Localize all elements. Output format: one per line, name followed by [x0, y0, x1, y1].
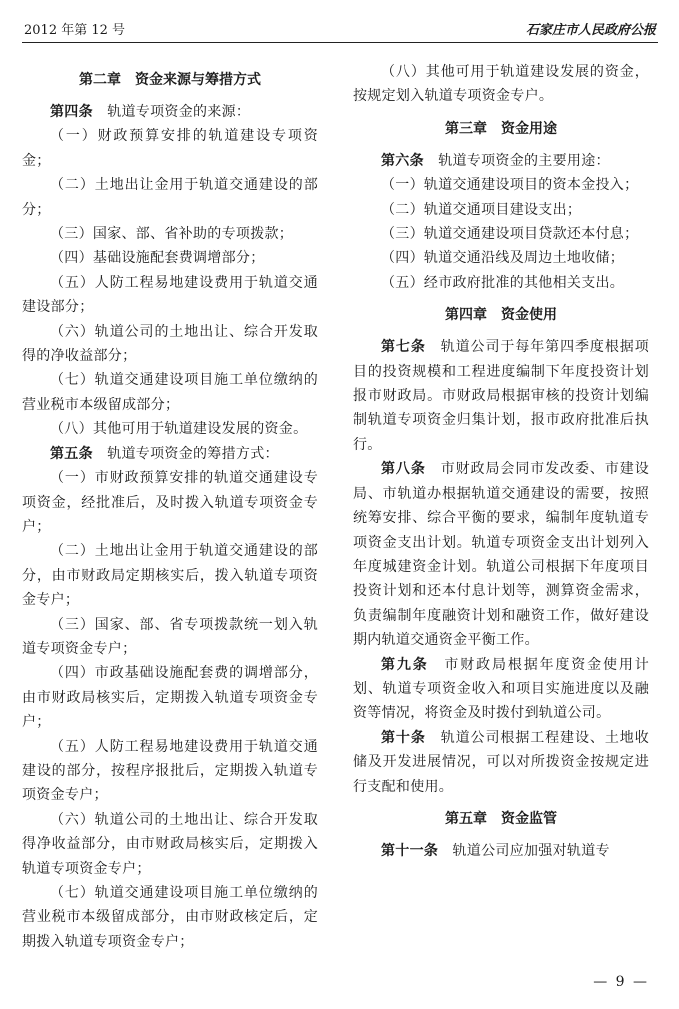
paragraph-text: 市财政局根据年度资金使用计划、轨道专项资金收入和项目实施进度以及融资等情况，将资金及时拨付到轨道公司。 [353, 656, 650, 722]
paragraph-text: （五）人防工程易地建设费用于轨道交通建设的部分，按程序报批后，定期拨入轨道专项资金专户； [22, 738, 318, 804]
right-column [353, 60, 649, 863]
article-label: 第十条 [381, 729, 426, 746]
article-label: 第十一条 [381, 842, 439, 859]
publication-title: 石家庄市人民政府公报 [525, 23, 656, 38]
clause-paragraph [22, 271, 318, 320]
chapter-heading: 第三章 资金用途 [445, 120, 557, 137]
paragraph-text: （二）土地出让金用于轨道交通建设的部分； [22, 177, 318, 218]
article-label: 第六条 [381, 152, 424, 169]
page-header [22, 20, 658, 43]
clause-paragraph [22, 417, 318, 441]
clause-paragraph [22, 320, 318, 369]
clause-paragraph [22, 539, 318, 612]
clause-paragraph [353, 271, 649, 295]
paragraph-text: （一）市财政预算安排的轨道交通建设专项资金，经批准后，及时拨入轨道专项资金专户； [22, 470, 318, 535]
article-label: 第九条 [381, 656, 429, 673]
paragraph-text: （二）轨道交通项目建设支出； [381, 201, 582, 218]
article-paragraph [353, 653, 649, 726]
paragraph-text: （八）其他可用于轨道建设发展的资金。 [50, 421, 308, 438]
page-number: — 9 — [593, 974, 649, 990]
paragraph-text: 轨道专项资金的来源： [92, 104, 251, 120]
chapter-heading: 第四章 资金使用 [445, 307, 557, 324]
clause-paragraph [353, 173, 649, 197]
paragraph-text: 轨道专项资金的筹措方式： [92, 445, 279, 462]
left-column [22, 60, 318, 954]
paragraph-text: 轨道专项资金的主要用途： [423, 152, 610, 169]
clause-paragraph [22, 613, 318, 662]
paragraph-text: （五）人防工程易地建设费用于轨道交通建设部分； [22, 274, 318, 316]
clause-paragraph [22, 661, 318, 734]
paragraph-text: 轨道公司根据工程建设、土地收储及开发进展情况，可以对所拨资金按规定进行支配和使用。 [353, 729, 650, 795]
clause-paragraph [353, 246, 649, 270]
chapter-heading: 第五章 资金监管 [445, 810, 557, 827]
paragraph-text: （六）轨道公司的土地出让、综合开发取得的净收益部分； [22, 323, 318, 365]
article-label: 第四条 [50, 104, 93, 120]
paragraph-text: （四）轨道交通沿线及周边土地收储； [381, 250, 625, 267]
clause-paragraph [22, 808, 318, 881]
paragraph-text: （四）基础设施配套费调增部分； [50, 250, 265, 267]
paragraph-text: （七）轨道交通建设项目施工单位缴纳的营业税市本级留成部分，由市财政核定后，定期拨入轨道专项资金专户； [22, 885, 318, 950]
paragraph-text: （七）轨道交通建设项目施工单位缴纳的营业税市本级留成部分； [22, 372, 318, 413]
article-paragraph [353, 839, 649, 863]
paragraph-text: （八）其他可用于轨道建设发展的资金，按规定划入轨道专项资金专户。 [353, 64, 649, 105]
issue-number: 2012 年第 12 号 [24, 23, 126, 38]
paragraph-text: （三）国家、部、省补助的专项拨款； [50, 226, 294, 243]
article-label: 第五条 [50, 445, 93, 462]
clause-paragraph [22, 222, 318, 246]
clause-paragraph [353, 60, 649, 109]
clause-paragraph [22, 246, 318, 270]
article-paragraph [353, 726, 649, 799]
clause-paragraph [353, 222, 649, 246]
paragraph-text: 轨道公司于每年第四季度根据项目的投资规模和工程进度编制下年度投资计划报市财政局。市财政局根据审核的投资计划编制轨道专项资金归集计划，报市政府批准后执行。 [353, 339, 650, 453]
clause-paragraph [22, 124, 318, 173]
paragraph-text: （六）轨道公司的土地出让、综合开发取得净收益部分，由市财政局核实后，定期拨入轨道专项资金专户； [22, 811, 318, 877]
clause-paragraph [22, 881, 318, 954]
paragraph-text: （三）国家、部、省专项拨款统一划入轨道专项资金专户； [22, 616, 318, 657]
paragraph-text: （三）轨道交通建设项目贷款还本付息； [381, 226, 639, 243]
paragraph-text: （四）市政基础设施配套费的调增部分，由市财政局核实后，定期拨入轨道专项资金专户； [22, 665, 318, 731]
paragraph-text: 轨道公司应加强对轨道专 [438, 842, 610, 859]
paragraph-text: （一）轨道交通建设项目的资本金投入； [381, 177, 639, 194]
article-paragraph [22, 100, 318, 124]
clause-paragraph [22, 466, 318, 539]
article-paragraph [353, 335, 649, 457]
paragraph-text: 市财政局会同市发改委、市建设局、市轨道办根据轨道交通建设的需要，按照统筹安排、综合平衡的要求，编制年度轨道专项资金支出计划。轨道专项资金支出计划列入年度城建资金计划。轨道公司根据下年度项目投资计划和还本付息计划等，测算资金需求，负责编制年度融资计划和融资工作，做好建设期内轨道交通资金平衡工作。 [353, 461, 650, 649]
paragraph-text: （一）财政预算安排的轨道建设专项资金； [22, 128, 318, 169]
paragraph-text: （五）经市政府批准的其他相关支出。 [381, 274, 625, 291]
article-paragraph [22, 442, 318, 466]
article-label: 第八条 [381, 461, 426, 478]
clause-paragraph [22, 173, 318, 222]
paragraph-text: （二）土地出让金用于轨道交通建设的部分，由市财政局定期核实后，拨入轨道专项资金专户； [22, 543, 318, 609]
article-paragraph [353, 457, 649, 652]
chapter-heading: 第二章 资金来源与筹措方式 [79, 72, 261, 88]
article-paragraph [353, 149, 649, 173]
article-label: 第七条 [381, 339, 426, 356]
clause-paragraph [22, 368, 318, 417]
clause-paragraph [353, 198, 649, 222]
clause-paragraph [22, 735, 318, 808]
